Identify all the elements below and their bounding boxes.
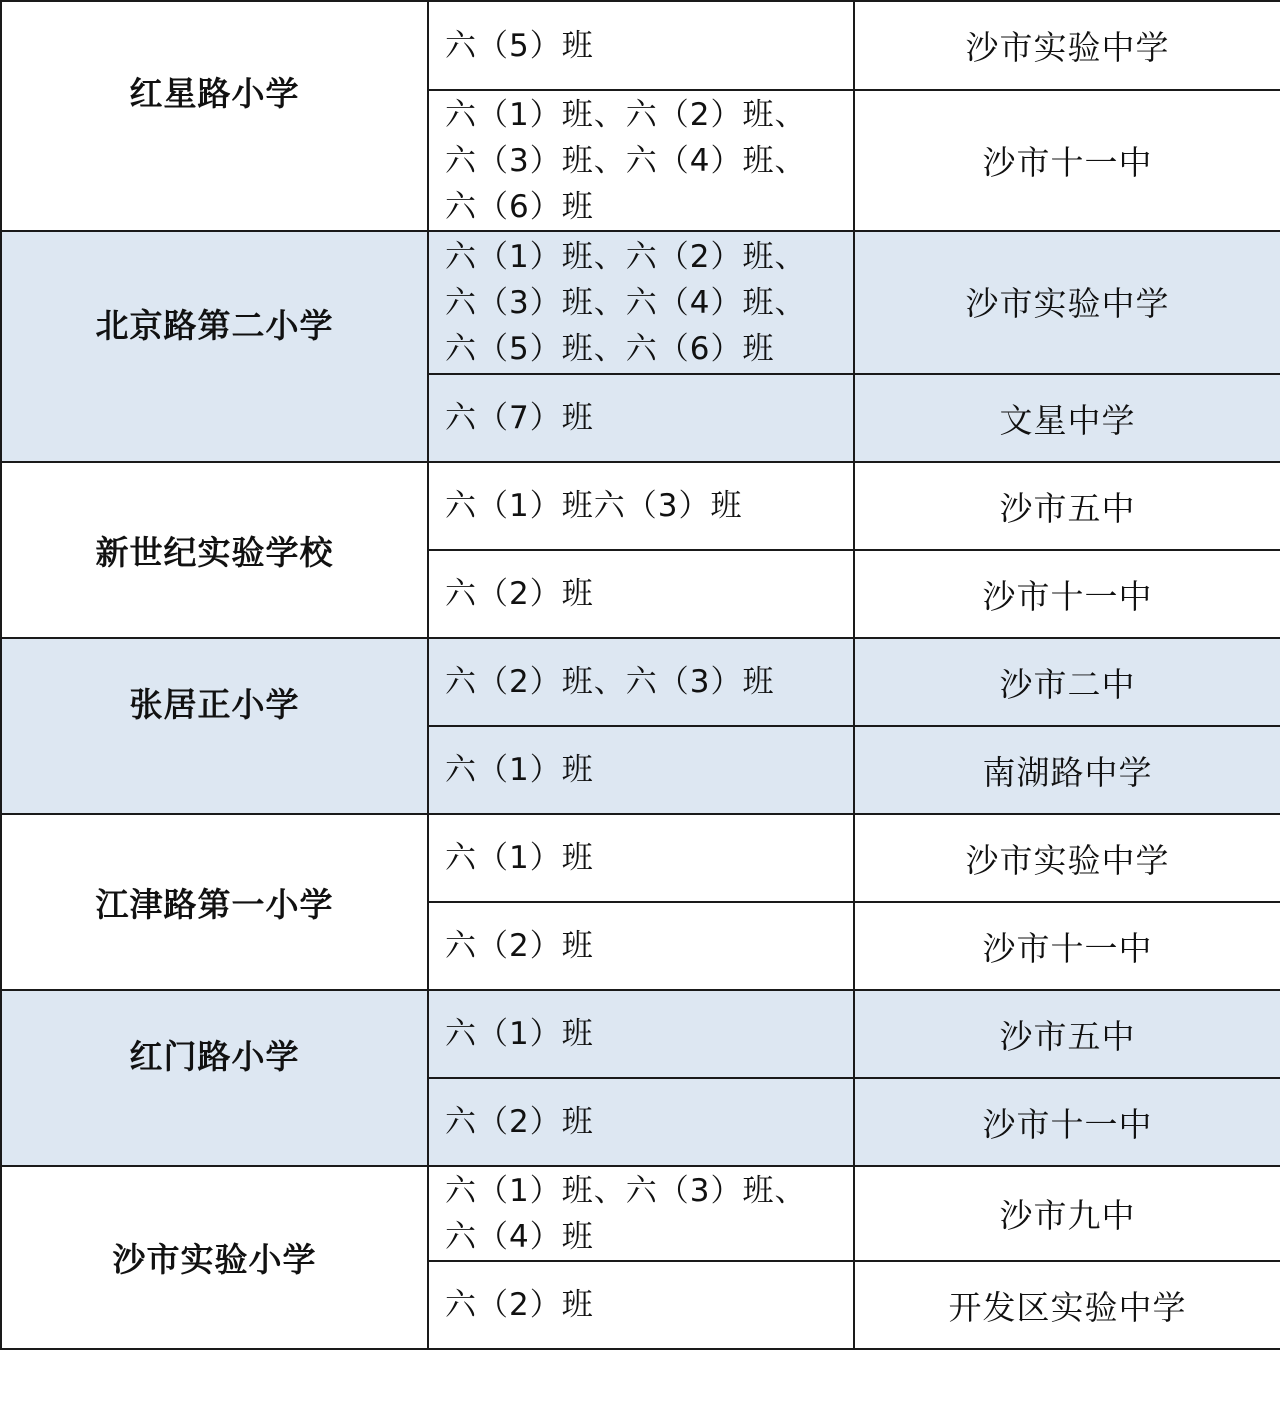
class-list-cell: 六（1）班 [428,814,854,902]
class-list-cell: 六（1）班、六（3）班、 六（4）班 [428,1166,854,1261]
table-row [1,814,1280,902]
middle-school-cell: 沙市十一中 [854,902,1280,990]
primary-school-name: 北京路第二小学 [95,306,334,345]
primary-school-name: 新世纪实验学校 [95,532,334,572]
middle-school-cell: 沙市实验中学 [854,231,1280,374]
class-list-cell: 六（1）班、六（2）班、 六（3）班、六（4）班、 六（6）班 [428,90,854,231]
middle-school-cell: 沙市二中 [854,638,1280,726]
class-list-cell: 六（1）班六（3）班 [428,462,854,550]
class-list-cell: 六（2）班 [428,902,854,990]
primary-school-cell [1,990,428,1166]
middle-school-cell: 沙市实验中学 [854,1,1280,90]
table-row [1,638,1280,726]
class-list-cell: 六（2）班 [428,550,854,638]
middle-school-cell: 沙市实验中学 [854,814,1280,902]
primary-school-cell [1,231,428,462]
middle-school-cell: 沙市十一中 [854,1078,1280,1166]
table-row [1,462,1280,550]
middle-school-cell: 文星中学 [854,374,1280,462]
primary-school-name: 张居正小学 [129,685,300,724]
primary-school-cell [1,638,428,814]
primary-school-cell [1,814,428,990]
middle-school-cell: 沙市五中 [854,990,1280,1078]
class-list-cell: 六（2）班 [428,1261,854,1349]
class-list-cell: 六（1）班 [428,990,854,1078]
class-list-cell: 六（2）班、六（3）班 [428,638,854,726]
middle-school-cell: 沙市十一中 [854,90,1280,231]
middle-school-cell: 沙市九中 [854,1166,1280,1261]
class-list-cell: 六（7）班 [428,374,854,462]
middle-school-cell: 沙市十一中 [854,550,1280,638]
primary-school-name: 沙市实验小学 [112,1240,317,1279]
class-list-cell: 六（2）班 [428,1078,854,1166]
table-row [1,231,1280,374]
middle-school-cell: 南湖路中学 [854,726,1280,814]
primary-school-cell [1,1,428,231]
primary-school-cell [1,462,428,638]
table-row [1,1,1280,90]
primary-school-name: 红星路小学 [129,74,300,113]
middle-school-cell: 沙市五中 [854,462,1280,550]
middle-school-cell: 开发区实验中学 [854,1261,1280,1349]
class-list-cell: 六（1）班、六（2）班、 六（3）班、六（4）班、 六（5）班、六（6）班 [428,231,854,374]
primary-school-name: 红门路小学 [129,1037,300,1076]
class-list-cell: 六（1）班 [428,726,854,814]
primary-school-cell [1,1166,428,1349]
table-row [1,1166,1280,1261]
class-list-cell: 六（5）班 [428,1,854,90]
table-row [1,990,1280,1078]
table-body [1,1,1280,1349]
primary-school-name: 江津路第一小学 [95,884,334,924]
